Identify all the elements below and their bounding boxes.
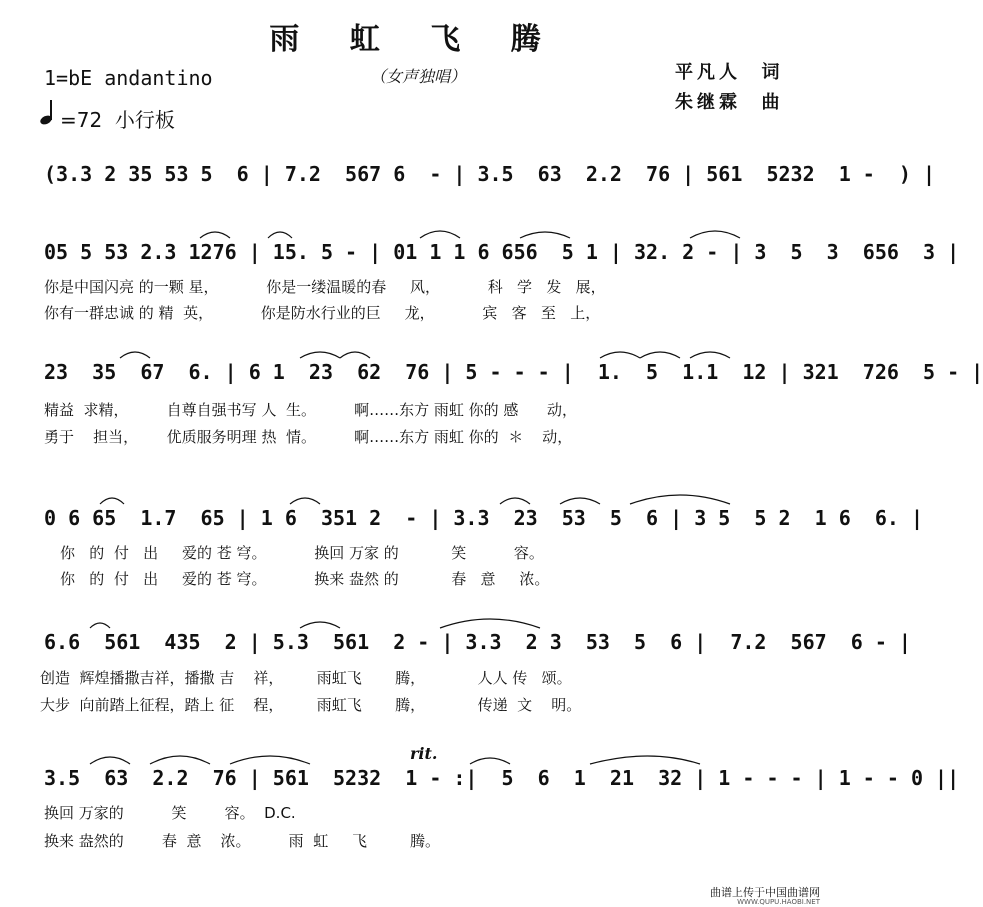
lyrics-row-6-verse-2: 换来 盎然的 春 意 浓。 雨 虹 飞 腾。	[44, 832, 440, 850]
lyrics-row-6-verse-1: 换回 万家的 笑 容。 D.C.	[44, 804, 296, 822]
lyrics-row-3-verse-1: 精益 求精， 自尊自强书写 人 生。 啊……东方 雨虹 你的 感 动，	[44, 401, 578, 419]
composer-credit: 朱继霖 曲	[675, 92, 784, 113]
site-watermark: 曲谱上传于中国曲谱网	[710, 886, 820, 899]
key-signature: 1=bE andantino	[44, 66, 213, 90]
performance-subtitle: （女声独唱）	[370, 67, 467, 86]
music-row-4: 0 6 65 1.7 65 | 1 6 351 2 - | 3.3 23 53 5 6 | 3 5 5 2 1 6 6. |	[44, 506, 923, 530]
lyrics-row-4-verse-1: 你 的 付 出 爱的 苍 穹。 换回 万家 的 笑 容。	[60, 544, 544, 562]
song-title: 雨 虹 飞 腾	[269, 22, 561, 57]
lyrics-row-4-verse-2: 你 的 付 出 爱的 苍 穹。 换来 盎然 的 春 意 浓。	[60, 570, 550, 588]
music-row-1: (3.3 2 35 53 5 6 | 7.2 567 6 - | 3.5 63 2.2 76 | 561 5232 1 - ) |	[44, 162, 936, 186]
site-url: WWW.QUPU.HAOBI.NET	[737, 898, 820, 906]
tempo-marking: =72 小行板	[60, 108, 175, 132]
lyrics-row-5-verse-1: 创造 辉煌播撒吉祥，播撒 吉 祥， 雨虹飞 腾， 人人 传 颂。	[40, 669, 572, 687]
ritardando-mark: rit.	[410, 744, 438, 763]
lyrics-row-5-verse-2: 大步 向前踏上征程，踏上 征 程， 雨虹飞 腾， 传递 文 明。	[40, 696, 582, 714]
music-row-5: 6.6 561 435 2 | 5.3 561 2 - | 3.3 2 3 53 5 6 | 7.2 567 6 - |	[44, 630, 911, 654]
lyrics-row-2-verse-2: 你有一群忠诚 的 精 英， 你是防水行业的巨 龙， 宾 客 至 上，	[44, 304, 601, 322]
lyrics-row-3-verse-2: 勇于 担当， 优质服务明理 热 情。 啊……东方 雨虹 你的 ＊ 动，	[44, 428, 573, 446]
music-row-6: 3.5 63 2.2 76 | 561 5232 1 - :| 5 6 1 21 32 | 1 - - - | 1 - - 0 ||	[44, 766, 960, 790]
lyrics-row-2-verse-1: 你是中国闪亮 的一颗 星， 你是一缕温暖的春 风， 科 学 发 展，	[44, 278, 606, 296]
music-row-3: 23 35 67 6. | 6 1 23 62 76 | 5 - - - | 1. 5 1.1 12 | 321 726 5 - |	[44, 360, 983, 384]
lyricist-credit: 平凡人 词	[675, 62, 784, 83]
music-row-2: 05 5 53 2.3 1276 | 15. 5 - | 01 1 1 6 656 5 1 | 32. 2 - | 3 5 3 656 3 |	[44, 240, 960, 264]
